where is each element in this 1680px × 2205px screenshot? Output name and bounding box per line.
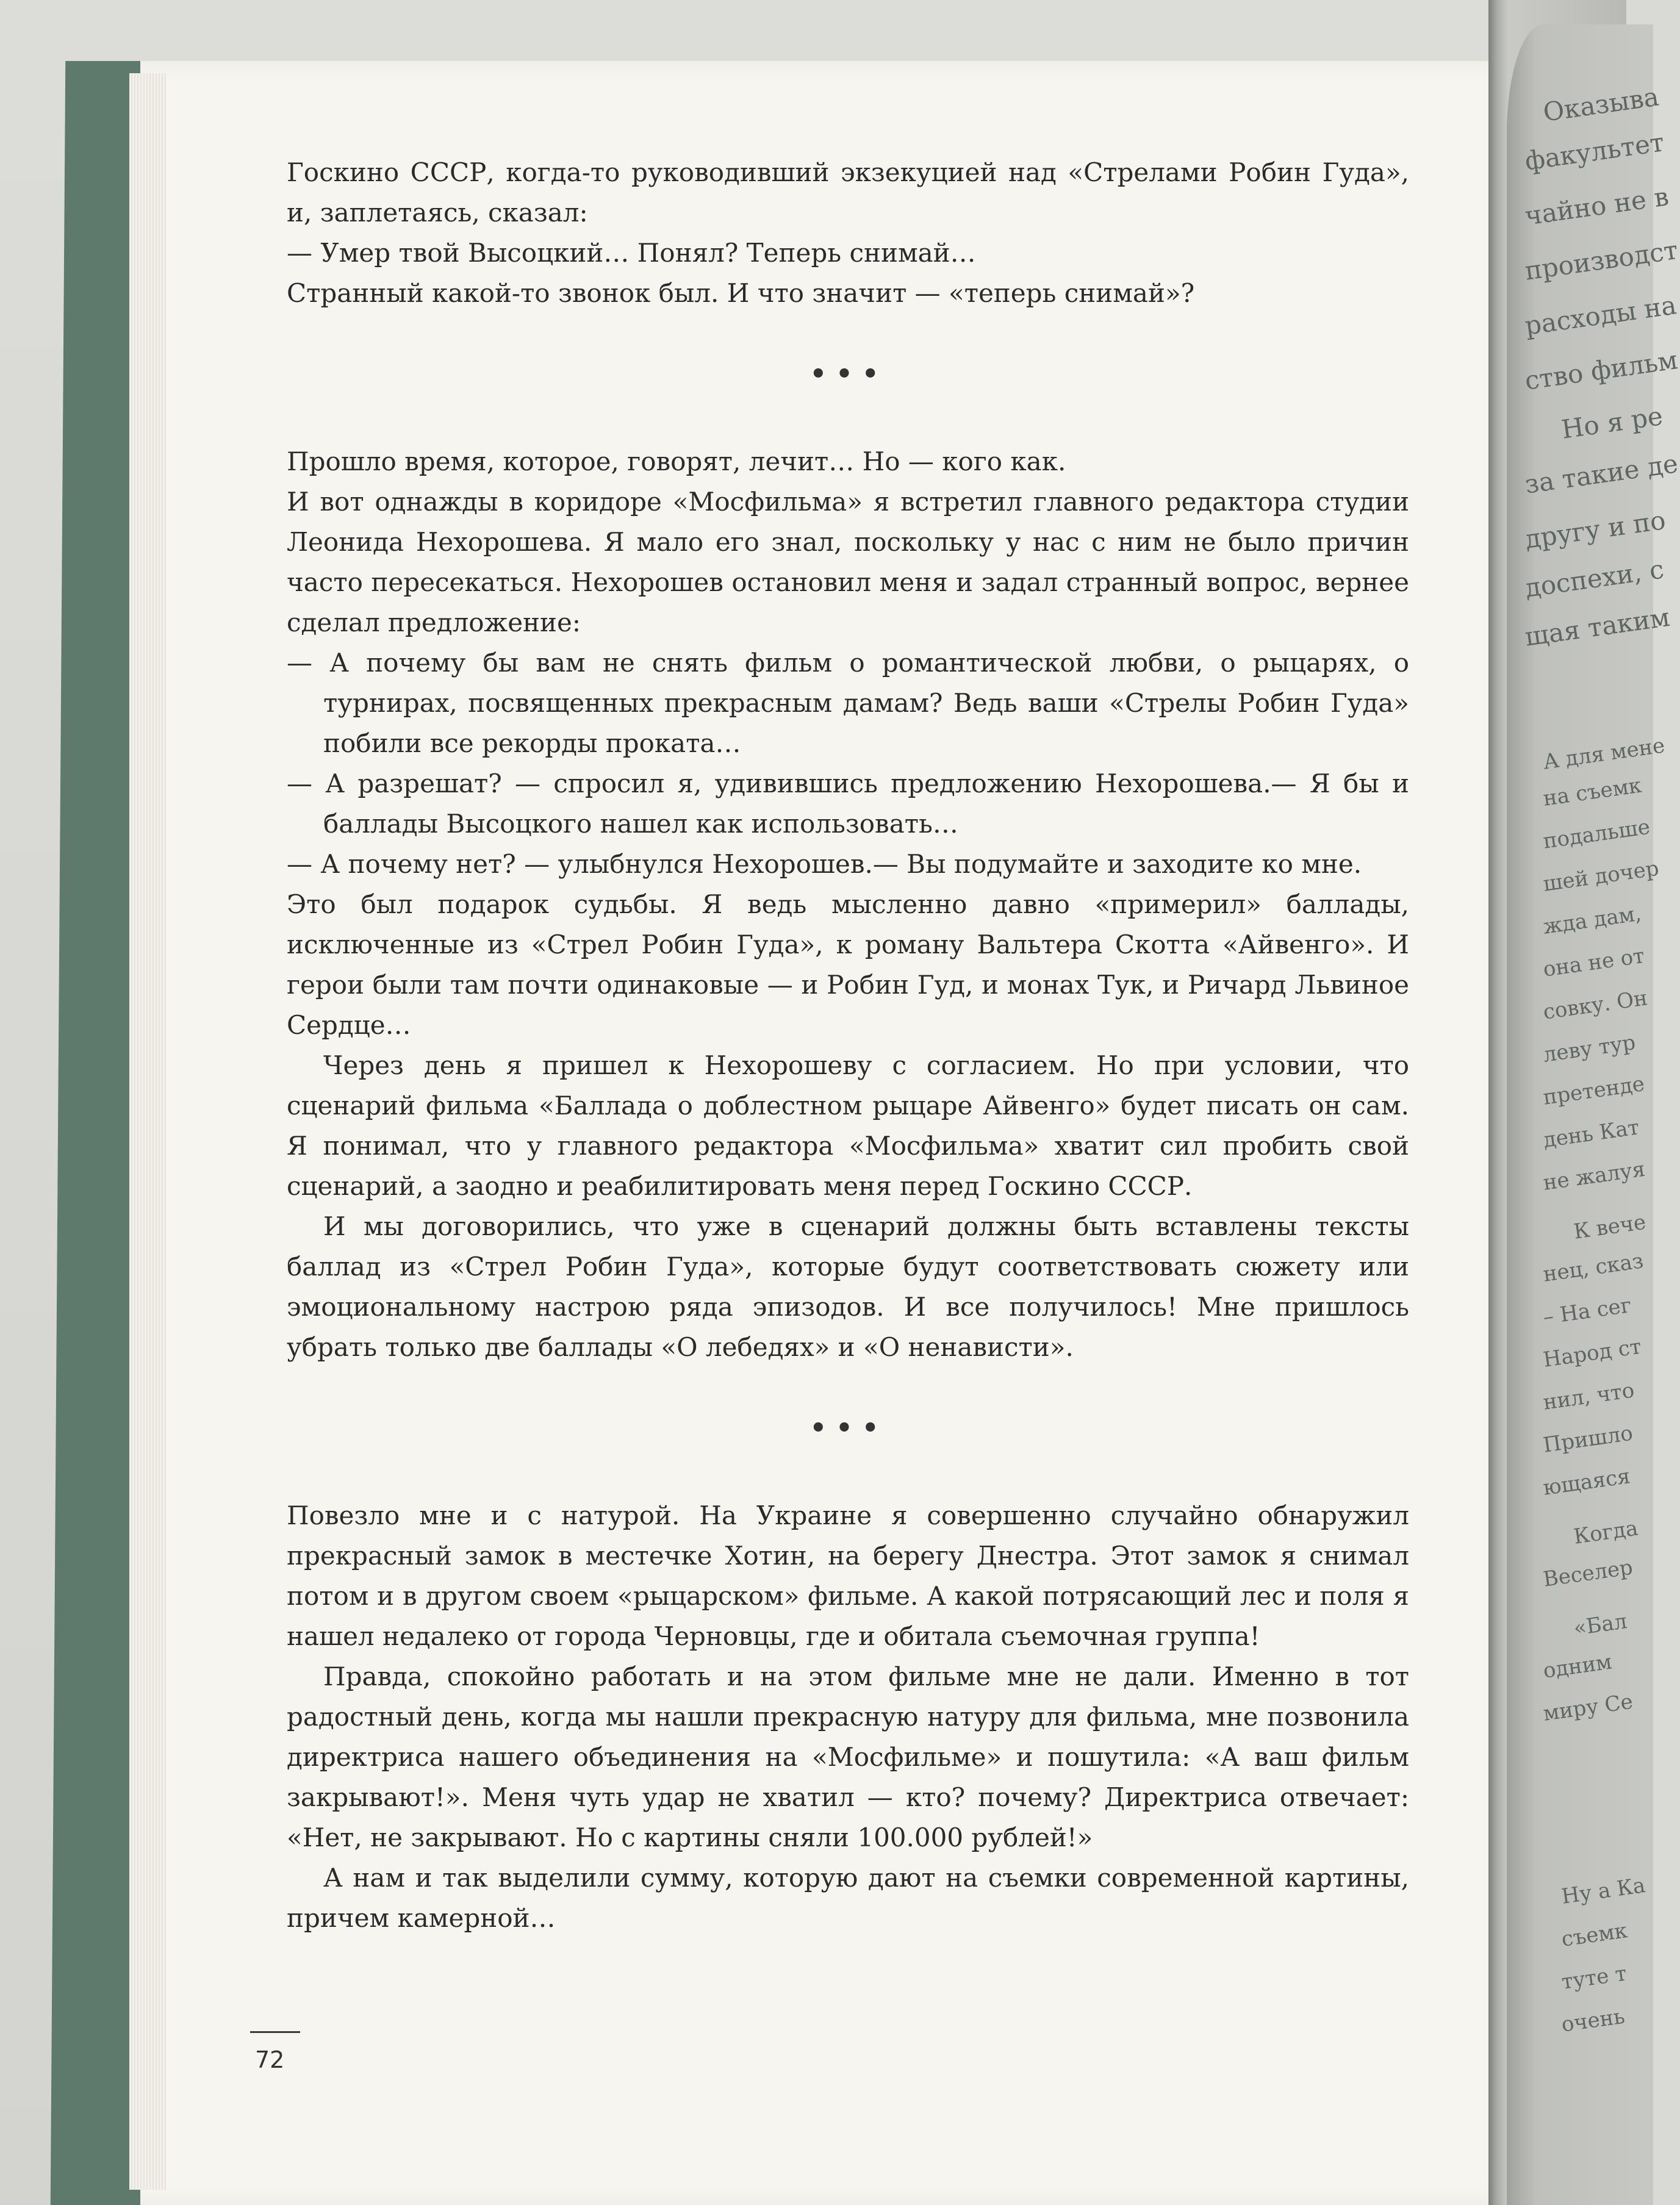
- right-page-line: другу и по: [1523, 504, 1668, 554]
- right-page-line: ющаяся: [1542, 1464, 1632, 1500]
- section-separator: •••: [808, 356, 887, 393]
- paragraph: Через день я пришел к Нехорошеву с согласием. Но при условии, что сценарий фильма «Баллада о доблестном рыцаре Айвенго» будет писать он сам. Я понимал, что у главного редактора «Мосфильма» хватит сил пробить свой сценарий, а заодно и реабилитировать меня перед Госкино СССР.: [287, 1050, 1409, 1201]
- right-page-line: Но я ре: [1559, 401, 1665, 445]
- right-page-line: Народ ст: [1542, 1334, 1643, 1372]
- page-body: [287, 152, 1409, 1938]
- right-page-line: претенде: [1542, 1071, 1646, 1110]
- right-page-line: нец, сказ: [1542, 1249, 1645, 1287]
- right-page: [1507, 24, 1680, 2205]
- right-page-line: расходы на: [1523, 290, 1679, 341]
- right-page-line: факультет: [1523, 127, 1666, 176]
- paragraph: Повезло мне и с натурой. На Украине я совершенно случайно обнаружил прекрасный замок в местечке Хотин, на берегу Днестра. Этот замок я снимал потом и в другом своем «рыцарском» фильме. А какой потрясающий лес и поля я нашел недалеко от города Черновцы, где и обитала съемочная группа!: [287, 1500, 1409, 1651]
- page-edges: [129, 73, 166, 2190]
- right-page-line: одним: [1542, 1649, 1614, 1683]
- right-page-line: чайно не в: [1523, 181, 1671, 231]
- right-page-line: туте т: [1560, 1961, 1629, 1995]
- right-page-line: не жалуя: [1542, 1156, 1647, 1196]
- right-page-line: шей дочер: [1542, 856, 1660, 897]
- section-separator: •••: [808, 1410, 887, 1447]
- right-page-line: Веселер: [1542, 1555, 1635, 1592]
- paragraph: А нам и так выделили сумму, которую дают на съемки современной картины, причем камерной…: [287, 1863, 1409, 1933]
- right-page-line: за такие де: [1523, 448, 1680, 500]
- right-page-line: совку. Он: [1542, 986, 1649, 1025]
- paragraph: Госкино СССР, когда-то руководивший экзекуцией над «Стрелами Робин Гуда», и, заплетаясь, сказал:: [287, 157, 1409, 228]
- right-page-line: жда дам,: [1542, 901, 1643, 939]
- paragraph: И вот однажды в коридоре «Мосфильма» я встретил главного редактора студии Леонида Нехорошева. Я мало его знал, поскольку у нас с ним не было причин часто пересекаться. Нехорошев остановил меня и задал странный вопрос, вернее сделал предложение:: [287, 487, 1409, 637]
- right-page-line: Ну а Ка: [1560, 1873, 1647, 1909]
- dialog-line: — А почему нет? — улыбнулся Нехорошев.— Вы подумайте и заходите ко мне.: [287, 849, 1362, 879]
- paragraph: Правда, спокойно работать и на этом фильме мне не дали. Именно в тот радостный день, когда мы нашли прекрасную натуру для фильма, мне позвонила директриса нашего объединения на «Мосфильме» и пошутила: «А ваш фильм закрывают!». Меня чуть удар не хватил — кто? почему? Директриса отвечает: «Нет, не закрывают. Но с картины сняли 100.000 рублей!»: [287, 1662, 1409, 1852]
- right-page-line: миру Се: [1542, 1689, 1635, 1726]
- right-page-line: – На сег: [1542, 1293, 1633, 1330]
- dialog-line: — А почему бы вам не снять фильм о романтической любви, о рыцарях, о турнирах, посвященных прекрасным дамам? Ведь ваши «Стрелы Робин Гуда» побили все рекорды проката…: [287, 648, 1409, 758]
- right-page-line: леву тур: [1542, 1030, 1637, 1067]
- dialog-line: — Умер твой Высоцкий… Понял? Теперь снимай…: [287, 238, 976, 268]
- right-page-line: Пришло: [1542, 1421, 1635, 1458]
- right-page-line: Когда: [1572, 1516, 1640, 1549]
- paragraph: Странный какой-то звонок был. И что значит — «теперь снимай»?: [287, 278, 1195, 308]
- right-page-line: она не от: [1542, 943, 1646, 982]
- right-page-line: А для мене: [1542, 733, 1667, 775]
- right-page-line: съемк: [1560, 1918, 1629, 1952]
- right-page-line: Оказыва: [1541, 81, 1661, 127]
- right-page-line: подальше: [1542, 814, 1652, 854]
- footer-rule: [250, 2031, 300, 2033]
- dialog-line: — А разрешат? — спросил я, удивившись предложению Нехорошева.— Я бы и баллады Высоцкого нашел как использовать…: [287, 769, 1409, 839]
- right-page-line: производст: [1523, 235, 1680, 286]
- paragraph: Прошло время, которое, говорят, лечит… Но — кого как.: [287, 446, 1066, 476]
- right-page-line: день Кат: [1542, 1115, 1641, 1153]
- paragraph: И мы договорились, что уже в сценарий должны быть вставлены тексты баллад из «Стрел Робин Гуда», которые будут соответствовать сюжету или эмоциональному настрою ряда эпизодов. И все получилось! Мне пришлось убрать только две баллады «О лебедях» и «О ненависти».: [287, 1211, 1409, 1362]
- right-page-line: ство фильм: [1523, 345, 1680, 396]
- right-page-line: на съемк: [1542, 773, 1643, 811]
- right-page-line: очень: [1560, 2004, 1627, 2037]
- paragraph: Это был подарок судьбы. Я ведь мысленно давно «примерил» баллады, исключенные из «Стрел Робин Гуда», к роману Вальтера Скотта «Айвенго». И герои были там почти одинаковые — и Робин Гуд, и монах Тук, и Ричард Львиное Сердце…: [287, 889, 1409, 1040]
- page-number: 72: [255, 2046, 285, 2073]
- right-page-line: щая таким: [1523, 601, 1672, 652]
- right-page-line: нил, что: [1542, 1378, 1636, 1415]
- right-page-line: доспехи, с: [1523, 554, 1666, 603]
- right-page-line: К вече: [1572, 1210, 1648, 1244]
- right-page-line: «Бал: [1572, 1608, 1629, 1641]
